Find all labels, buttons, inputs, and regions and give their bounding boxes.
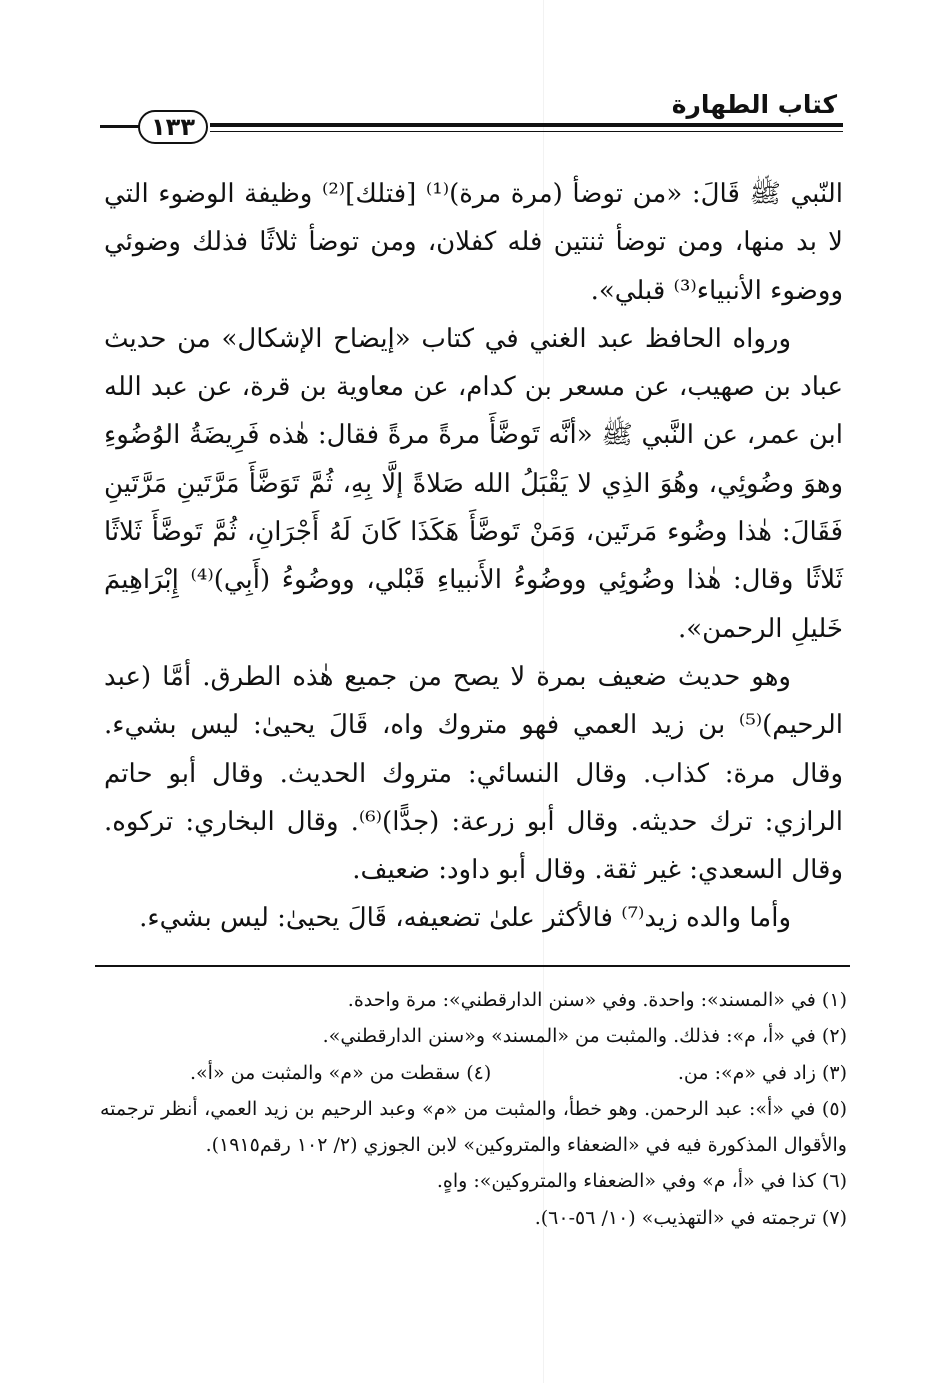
- page-number: ١٣٣: [138, 110, 208, 144]
- paragraph-4: وأما والده زيد⁽⁷⁾ فالأكثر علىٰ تضعيفه، قَالَ يحيىٰ: ليس بشيء.: [139, 903, 791, 934]
- footnote-row-3-4: [100, 1055, 847, 1091]
- paragraph-1: النّبي ﷺ قَالَ: «من توضأ (مرة مرة)⁽¹⁾ [فتلك]⁽²⁾ وظيفة الوضوء التي لا بد منها، ومن توضأ ثنتين فله كفلان، ومن توضأ ثلاثًا فذلك وضوئي ووضوء الأنبياء⁽³⁾ قبلي».: [104, 179, 843, 306]
- footnote-6: (٦) كذا في «أ، م» وفي «الضعفاء والمتروكين»: واهٍ.: [436, 1170, 847, 1193]
- footnote-separator: [95, 965, 850, 967]
- footnote-5: (٥) في «أ»: عبد الرحمن. وهو خطأ، والمثبت من «م» وعبد الرحيم بن زيد العمي، أنظر ترجمته والأقوال المذكورة فيه في «الضعفاء والمتروكين» لابن الجوزي (٢/ ١٠٢ رقم١٩١٥).: [100, 1097, 847, 1157]
- main-text: [104, 170, 843, 943]
- header-rule-thin: [210, 131, 843, 132]
- footnotes: [100, 982, 847, 1236]
- running-header-title: كتاب الطهارة: [671, 90, 837, 119]
- footnote-7: (٧) ترجمته في «التهذيب» (١٠/ ٥٦-٦٠).: [534, 1206, 847, 1229]
- footnote-1: (١) في «المسند»: واحدة. وفي «سنن الدارقطني»: مرة واحدة.: [347, 989, 847, 1011]
- footnote-2: (٢) في «أ، م»: فذلك. والمثبت من «المسند» و«سنن الدارقطني».: [322, 1025, 847, 1048]
- paragraph-2: ورواه الحافظ عبد الغني في كتاب «إيضاح الإشكال» من حديث عباد بن صهيب، عن مسعر بن كدام، عن معاوية بن قرة، عن عبد الله ابن عمر، عن النَّبي ﷺ «أنَّه تَوضَّأَ مرةً مرةً فقال: هٰذه فَرِيضَةُ الوُضُوءِ وهوَ وضُوئِي، وهُوَ الذِي لا يَقْبَلُ الله صَلاةً إلَّا بِهِ، ثُمَّ تَوَضَّأَ مَرَّتَينِ مَرَّتَينِ فَقَالَ: هٰذا وضُوء مَرتَين، وَمَنْ تَوضَّأَ هَكَذَا كَانَ لَهُ أَجْرَانِ، ثُمَّ تَوضَّأَ ثَلاثًا ثَلاثًا وقال: هٰذا وضُوئِي ووضُوءُ الأَنبياءِ قَبْلي، ووضُوءُ (أَبِي)⁽⁴⁾ إِبْرَاهِيمَ خَليلِ الرحمن».: [104, 323, 844, 644]
- header-rule-left: [100, 125, 140, 128]
- paragraph-3: وهو حديث ضعيف بمرة لا يصح من جميع هٰذه الطرق. أمَّا (عبد الرحيم)⁽⁵⁾ بن زيد العمي فهو متروك واه، قَالَ يحيىٰ: ليس بشيء. وقال مرة: كذاب. وقال النسائي: متروك الحديث. وقال أبو حاتم الرازي: ترك حديثه. وقال أبو زرعة: (جدًّا)⁽⁶⁾. وقال البخاري: تركوه. وقال السعدي: غير ثقة. وقال أبو داود: ضعيف.: [104, 661, 844, 886]
- footnote-3: (٣) زاد في «م»: من.: [677, 1061, 847, 1084]
- header-rule-thick: [210, 123, 843, 127]
- footnote-4: (٤) سقطت من «م» والمثبت من «أ».: [190, 1061, 492, 1084]
